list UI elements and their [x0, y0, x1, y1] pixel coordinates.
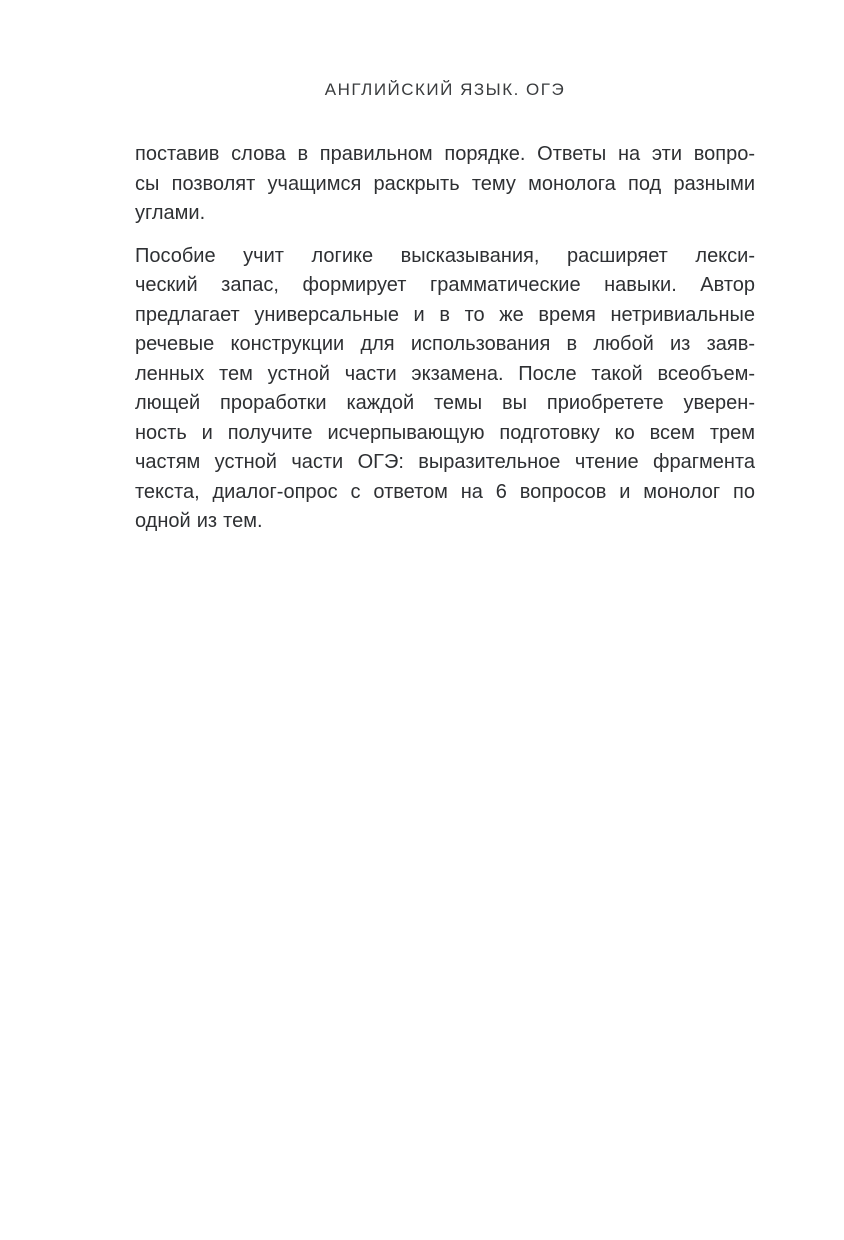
text-line: предлагает универсальные и в то же время нетривиальные	[135, 303, 755, 326]
text-line: одной из тем.	[135, 510, 263, 532]
running-head: АНГЛИЙСКИЙ ЯЗЫК. ОГЭ	[324, 80, 566, 99]
text-line: ческий запас, формирует грамматические навыки. Автор	[135, 274, 755, 296]
text-line: поставив слова в правильном порядке. Ответы на эти вопро-	[135, 143, 755, 165]
text-line: углами.	[135, 202, 206, 224]
body-text	[135, 140, 755, 537]
text-line: лющей проработки каждой темы вы приобретете уверен-	[135, 392, 755, 414]
text-line: Пособие учит логике высказывания, расширяет лекси-	[135, 244, 755, 267]
text-line: сы позволят учащимся раскрыть тему монолога под разными	[135, 172, 755, 195]
text-line: речевые конструкции для использования в любой из заяв-	[135, 333, 755, 355]
text-line: текста, диалог-опрос с ответом на 6 вопросов и монолог по	[135, 480, 755, 503]
paragraph	[135, 140, 755, 229]
text-line: частям устной части ОГЭ: выразительное чтение фрагмента	[135, 451, 755, 473]
text-line: ность и получите исчерпывающую подготовку ко всем трем	[135, 421, 755, 444]
paragraph	[135, 242, 755, 537]
text-line: ленных тем устной части экзамена. После такой всеобъем-	[135, 362, 755, 385]
